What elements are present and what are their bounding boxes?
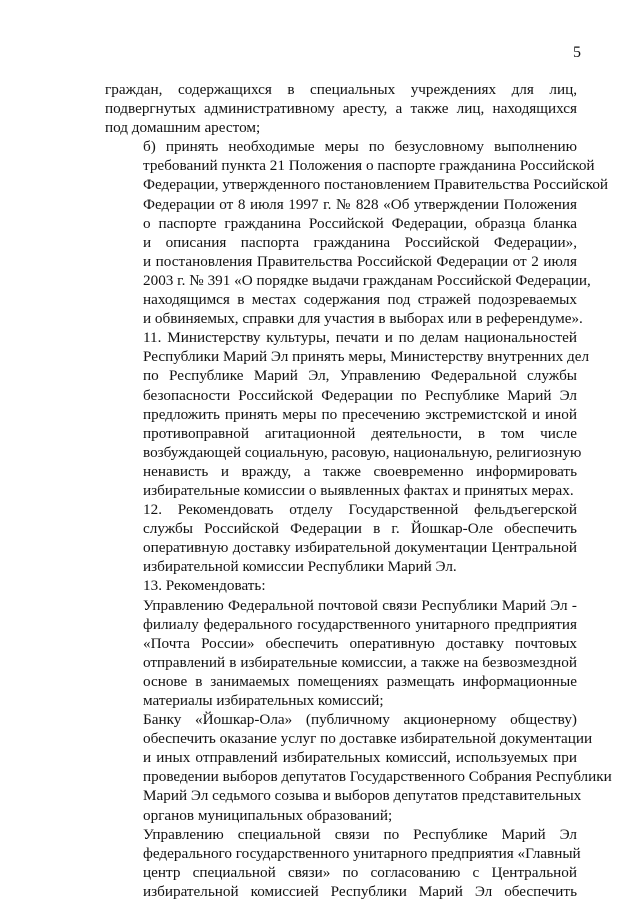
text-line: граждан, содержащихся в специальных учреждениях для лиц,: [105, 81, 577, 98]
text-line: б) принять необходимые меры по безусловному выполнению: [143, 138, 577, 156]
text-line: «Почта России» обеспечить оперативную доставку почтовых: [143, 634, 577, 652]
text-line: и описания паспорта гражданина Российской Федерации»,: [143, 233, 577, 251]
paragraph-item-13: [105, 576, 577, 595]
text-line: Управлению Федеральной почтовой связи Республики Марий Эл -: [143, 596, 577, 614]
text-line: оперативную доставку избирательной документации Центральной: [143, 539, 577, 557]
text-line: материалы избирательных комиссий;: [143, 692, 384, 709]
text-line: филиалу федерального государственного унитарного предприятия: [143, 615, 577, 633]
text-line: и иных отправлений избирательных комиссий, используемых при: [143, 749, 577, 767]
text-line: обеспечить оказание услуг по доставке избирательной документации: [143, 730, 593, 748]
paragraph-item-11: [105, 328, 590, 500]
text-line: противоправной агитационной деятельности, в том числе: [143, 424, 577, 442]
text-line: избирательной комиссией Республики Марий Эл обеспечить: [143, 882, 577, 900]
text-line: отправлений в избирательные комиссии, а также на безвозмездной: [143, 653, 577, 671]
text-line: подвергнутых административному аресту, а также лиц, находящихся: [105, 100, 577, 118]
text-line: требований пункта 21 Положения о паспорте гражданина Российской: [143, 157, 595, 175]
text-line: о паспорте гражданина Российской Федерации, образца бланка: [143, 214, 577, 232]
text-line: федерального государственного унитарного предприятия «Главный: [143, 844, 581, 862]
text-line: и постановления Правительства Российской Федерации от 2 июля: [143, 252, 577, 270]
text-line: ненависть и вражду, а также своевременно информировать: [143, 462, 577, 480]
text-line: избирательной комиссии Республики Марий Эл.: [143, 558, 457, 576]
paragraph-bank: [105, 710, 612, 825]
text-line: Федерации, утвержденного постановлением Правительства Российской: [143, 176, 609, 194]
text-line: службы Российской Федерации в г. Йошкар-Оле обеспечить: [143, 520, 577, 538]
text-line: центр специальной связи» по согласованию с Центральной: [143, 863, 577, 881]
text-line: по Республике Марий Эл, Управлению Федеральной службы: [143, 367, 577, 385]
paragraph-subitem-b: [105, 137, 609, 328]
text-line: Банку «Йошкар-Ола» (публичному акционерному обществу): [143, 711, 577, 729]
text-line: 11. Министерству культуры, печати и по делам национальностей: [143, 329, 577, 347]
text-line: и обвиняемых, справки для участия в выборах или в референдуме».: [143, 310, 583, 328]
document-body: [105, 80, 612, 901]
paragraph-item-12: [105, 500, 577, 576]
text-line: возбуждающей социальную, расовую, национальную, религиозную: [143, 443, 582, 461]
text-line: предложить принять меры по пресечению экстремистской и иной: [143, 405, 577, 423]
text-line: проведении выборов депутатов Государственного Собрания Республики: [143, 768, 612, 786]
text-line: Федерации от 8 июля 1997 г. № 828 «Об утверждении Положения: [143, 195, 577, 213]
text-line: безопасности Российской Федерации по Республике Марий Эл: [143, 386, 577, 404]
paragraph-post-service: [105, 596, 577, 711]
text-line: избирательные комиссии о выявленных фактах и принятых мерах.: [143, 481, 574, 499]
text-line: Марий Эл седьмого созыва и выборов депутатов представительных: [143, 787, 582, 805]
page-number: 5: [573, 44, 581, 61]
text-line: основе в занимаемых помещениях размещать информационные: [143, 672, 577, 690]
text-line: Управлению специальной связи по Республике Марий Эл: [143, 825, 577, 843]
text-line: 13. Рекомендовать:: [143, 577, 266, 595]
text-line: находящимся в местах содержания под стражей подозреваемых: [143, 291, 577, 309]
text-line: 12. Рекомендовать отделу Государственной фельдъегерской: [143, 501, 577, 519]
text-line: под домашним арестом;: [105, 119, 261, 137]
paragraph-special-communications: [105, 825, 581, 901]
text-line: Республики Марий Эл принять меры, Министерству внутренних дел: [143, 348, 590, 366]
paragraph-continuation: [105, 80, 577, 137]
text-line: органов муниципальных образований;: [143, 806, 393, 824]
text-line: 2003 г. № 391 «О порядке выдачи гражданам Российской Федерации,: [143, 271, 591, 289]
